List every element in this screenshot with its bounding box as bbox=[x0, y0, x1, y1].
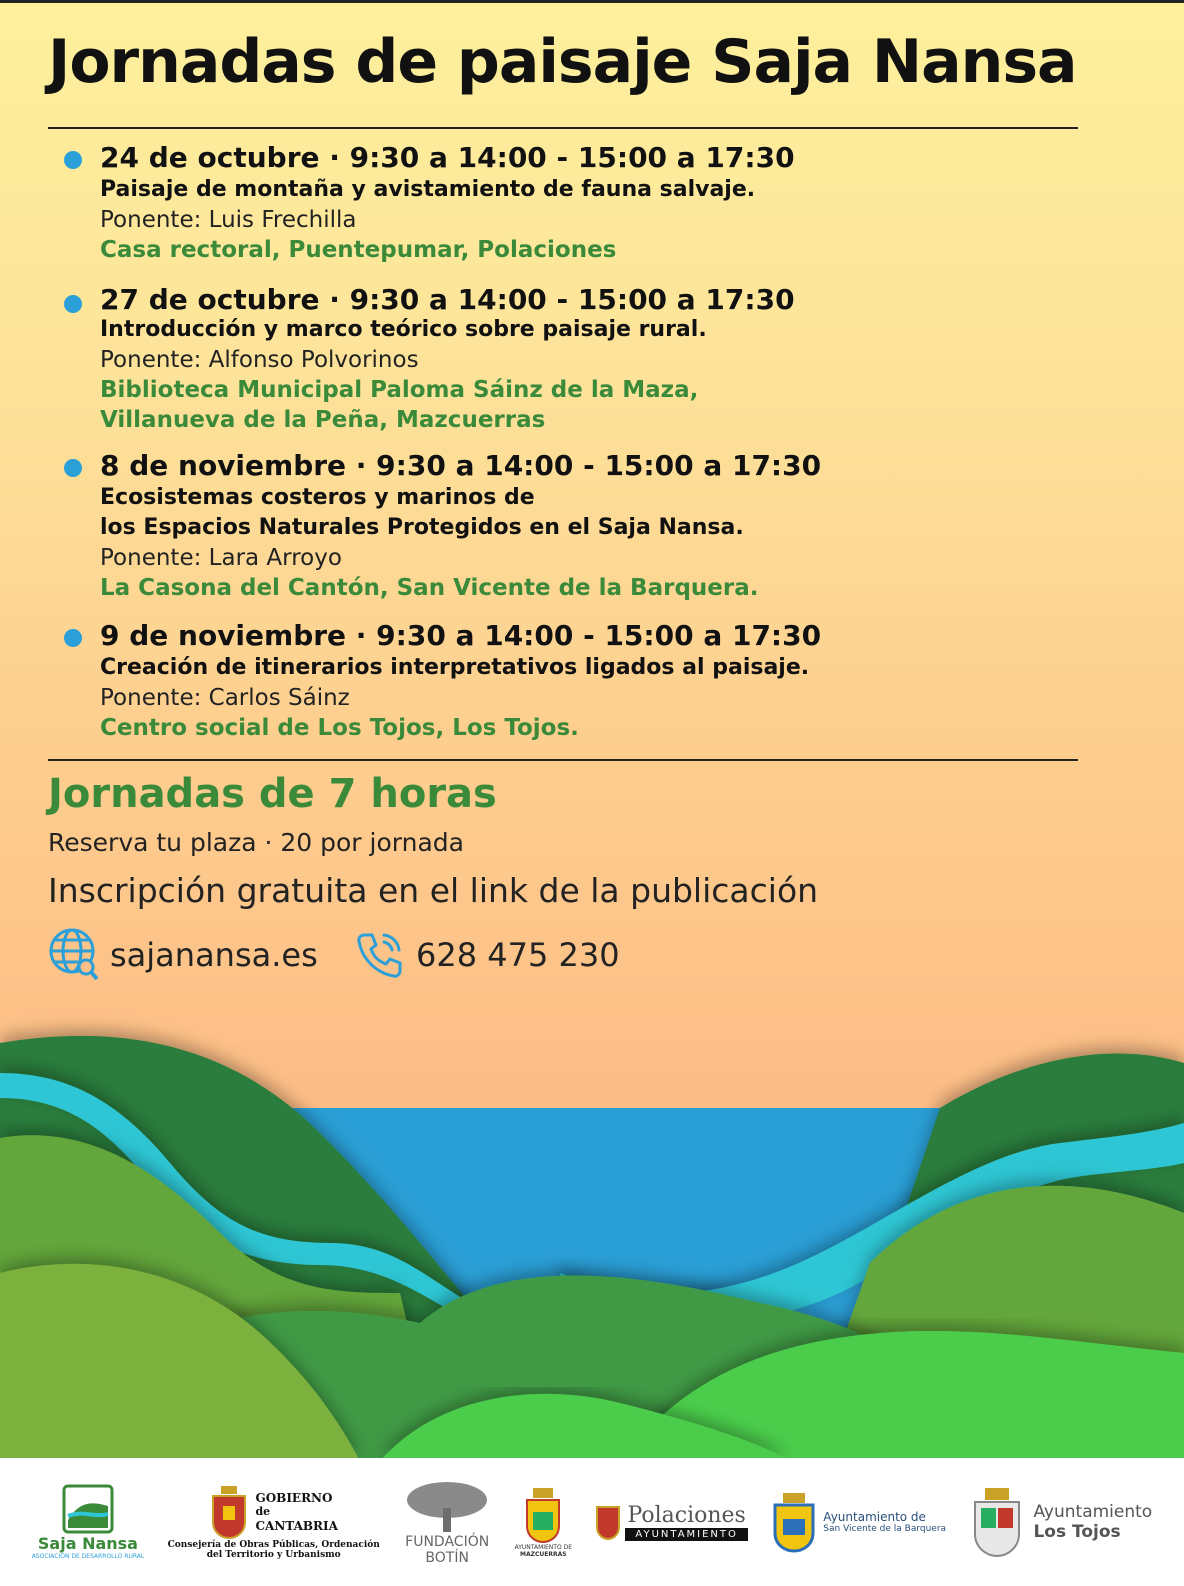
logo-label: FUNDACIÓN bbox=[405, 1534, 490, 1550]
logo-label: Polaciones bbox=[627, 1503, 746, 1528]
logo-label: Saja Nansa bbox=[37, 1534, 138, 1553]
divider-top bbox=[48, 127, 1078, 129]
event-date: 27 de octubre · 9:30 a 14:00 - 15:00 a 17:30 bbox=[100, 283, 795, 316]
logo-san-vicente bbox=[771, 1491, 946, 1553]
event-place: La Casona del Cantón, San Vicente de la Barquera. bbox=[100, 575, 759, 601]
web-address[interactable]: sajanansa.es bbox=[110, 936, 318, 974]
logo-label: GOBIERNO bbox=[255, 1491, 333, 1505]
landscape-illustration bbox=[0, 1003, 1184, 1458]
footer-logos bbox=[0, 1458, 1184, 1586]
event-speaker: Ponente: Carlos Sáinz bbox=[100, 685, 350, 711]
logo-los-tojos bbox=[969, 1486, 1152, 1558]
logo-mazcuerras bbox=[515, 1486, 572, 1558]
phone-number[interactable]: 628 475 230 bbox=[416, 936, 620, 974]
saja-nansa-emblem bbox=[62, 1484, 114, 1534]
logo-label: CANTABRIA bbox=[255, 1519, 338, 1533]
tree-icon bbox=[403, 1478, 491, 1534]
logo-sublabel: Consejería de Obras Públicas, Ordenación bbox=[167, 1540, 380, 1550]
event-speaker: Ponente: Alfonso Polvorinos bbox=[100, 347, 419, 373]
logo-label: BOTÍN bbox=[425, 1550, 469, 1566]
mazcuerras-crest-icon bbox=[523, 1486, 563, 1544]
event-3 bbox=[64, 449, 1064, 603]
phone-icon bbox=[354, 929, 406, 981]
logo-label: AYUNTAMIENTO DE bbox=[514, 1544, 572, 1551]
divider-bottom bbox=[48, 759, 1078, 761]
event-speaker: Ponente: Lara Arroyo bbox=[100, 545, 342, 571]
logo-label: Ayuntamiento bbox=[1033, 1502, 1153, 1522]
logo-label: San Vicente de la Barquera bbox=[823, 1524, 947, 1534]
event-date: 8 de noviembre · 9:30 a 14:00 - 15:00 a 17:30 bbox=[100, 449, 822, 482]
event-4 bbox=[64, 619, 1064, 743]
logo-sublabel: ASOCIACIÓN DE DESARROLLO RURAL bbox=[31, 1553, 145, 1560]
los-tojos-crest-icon bbox=[969, 1486, 1025, 1558]
event-place: Villanueva de la Peña, Mazcuerras bbox=[100, 407, 546, 433]
event-topic: Paisaje de montaña y avistamiento de fauna salvaje. bbox=[100, 177, 756, 202]
logo-sublabel: del Territorio y Urbanismo bbox=[206, 1550, 341, 1560]
event-2 bbox=[64, 285, 1064, 435]
hours-heading: Jornadas de 7 horas bbox=[48, 771, 497, 817]
san-vicente-crest-icon bbox=[771, 1491, 817, 1553]
event-speaker: Ponente: Luis Frechilla bbox=[100, 207, 357, 233]
globe-search-icon bbox=[48, 927, 100, 983]
logo-saja-nansa bbox=[32, 1484, 145, 1560]
contact-phone[interactable] bbox=[354, 925, 620, 985]
reserve-text: Reserva tu plaza · 20 por jornada bbox=[48, 828, 464, 857]
logo-label: Los Tojos bbox=[1033, 1522, 1121, 1542]
event-place: Centro social de Los Tojos, Los Tojos. bbox=[100, 715, 579, 741]
inscription-text: Inscripción gratuita en el link de la publicación bbox=[48, 871, 819, 910]
logo-label: MAZCUERRAS bbox=[520, 1551, 567, 1558]
logo-label: AYUNTAMIENTO bbox=[625, 1528, 748, 1541]
logo-fundacion-botin bbox=[403, 1478, 491, 1566]
event-date: 24 de octubre · 9:30 a 14:00 - 15:00 a 17:30 bbox=[100, 141, 795, 174]
logo-polaciones bbox=[595, 1503, 748, 1541]
logo-label: de bbox=[255, 1505, 271, 1518]
event-place: Biblioteca Municipal Paloma Sáinz de la Maza, bbox=[100, 377, 699, 403]
event-place: Casa rectoral, Puentepumar, Polaciones bbox=[100, 237, 617, 263]
poster-title: Jornadas de paisaje Saja Nansa bbox=[48, 27, 1077, 97]
logo-label: Ayuntamiento de bbox=[823, 1510, 926, 1524]
logo-gobierno-cantabria bbox=[168, 1484, 380, 1560]
bullet-icon bbox=[64, 295, 82, 313]
event-date: 9 de noviembre · 9:30 a 14:00 - 15:00 a 17:30 bbox=[100, 619, 822, 652]
polaciones-crest-icon bbox=[595, 1503, 621, 1541]
contact-web[interactable] bbox=[48, 925, 318, 985]
bullet-icon bbox=[64, 629, 82, 647]
event-topic: Ecosistemas costeros y marinos de bbox=[100, 485, 535, 510]
event-topic: Introducción y marco teórico sobre paisaje rural. bbox=[100, 317, 707, 342]
event-1 bbox=[64, 141, 1064, 265]
event-topic: los Espacios Naturales Protegidos en el Saja Nansa. bbox=[100, 515, 744, 540]
bullet-icon bbox=[64, 459, 82, 477]
event-topic: Creación de itinerarios interpretativos ligados al paisaje. bbox=[100, 655, 810, 680]
cantabria-crest-icon bbox=[209, 1484, 249, 1540]
bullet-icon bbox=[64, 151, 82, 169]
